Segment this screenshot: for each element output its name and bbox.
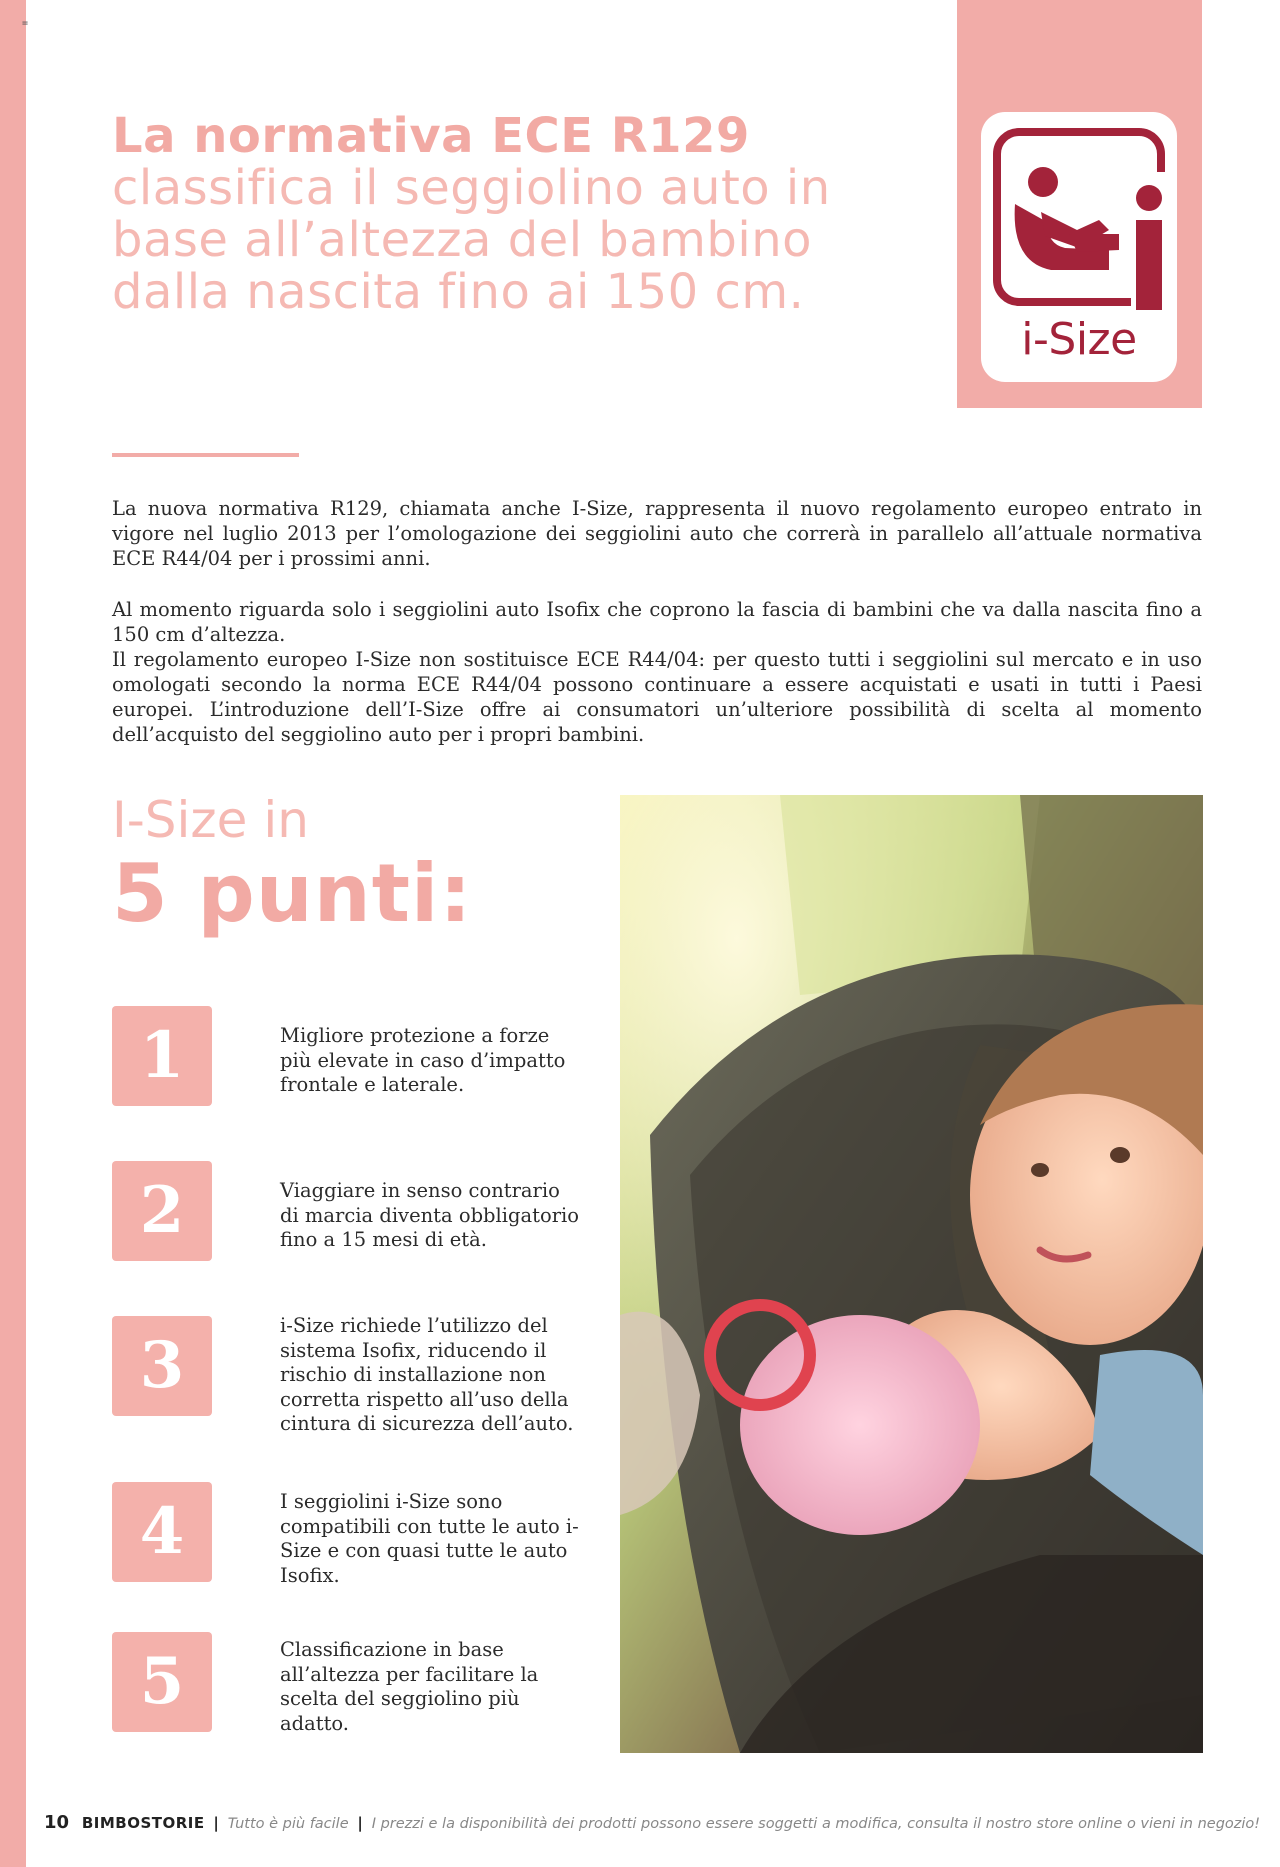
- child-car-seat-photo: [620, 795, 1203, 1753]
- point-badge: [112, 1006, 212, 1106]
- headline-bold: La normativa ECE R129: [112, 108, 750, 164]
- point-badge: [112, 1161, 212, 1261]
- point-badge: [112, 1632, 212, 1732]
- isize-logo-label: i-Size: [1021, 314, 1137, 365]
- intro-paragraph-2-a: Al momento riguarda solo i seggiolini auto Isofix che coprono la fascia di bambini che va dalla nascita fino a 150 cm d’altezza.: [112, 598, 1202, 646]
- left-accent-bar: [0, 0, 29, 1867]
- point-text: Viaggiare in senso contrario di marcia diventa obbligatorio fino a 15 mesi di età.: [280, 1179, 579, 1251]
- intro-paragraph-2-b: Il regolamento europeo I-Size non sostituisce ECE R44/04: per questo tutti i seggiolini sul mercato e in uso omologati secondo la norma ECE R44/04 possono continuare a essere acquistati e usati in tutti i Paesi europei. L’introduzione dell’I-Size offre ai consumatori un’ulteriore possibilità di scelta al momento dell’acquisto del seggiolino auto per i propri bambini.: [112, 648, 1202, 746]
- footer-brand: BIMBOSTORIE: [81, 1814, 205, 1832]
- footer-tagline: Tutto è più facile: [227, 1816, 349, 1832]
- isize-logo: [981, 112, 1177, 382]
- page-number: 10: [44, 1812, 70, 1833]
- intro-paragraph-1: La nuova normativa R129, chiamata anche I-Size, rappresenta il nuovo regolamento europeo entrato in vigore nel luglio 2013 per l’omologazione dei seggiolini auto che correrà in parallelo all’attuale normativa ECE R44/04 per i prossimi anni.: [112, 497, 1202, 570]
- point-text: Classificazione in base all’altezza per facilitare la scelta del seggiolino più adatto.: [280, 1638, 539, 1735]
- footer-separator: |: [213, 1814, 219, 1832]
- headline-rest: classifica il seggiolino auto in base all’altezza del bambino dalla nascita fino ai 150 cm.: [112, 160, 831, 320]
- corner-mark: =: [22, 18, 29, 29]
- section-title-light: I-Size in: [112, 791, 309, 849]
- point-number: 1: [139, 1018, 185, 1093]
- intro-paragraph-2: [112, 597, 1202, 747]
- footer-disclaimer: I prezzi e la disponibilità dei prodotti possono essere soggetti a modifica, consulta il nostro store online o vieni in negozio!: [371, 1816, 1261, 1832]
- isize-logo-panel: [957, 0, 1202, 408]
- point-badge: [112, 1316, 212, 1416]
- point-number: 3: [139, 1328, 185, 1403]
- point-number: 2: [139, 1173, 185, 1248]
- footer-separator: |: [357, 1814, 363, 1832]
- headline: [112, 110, 832, 318]
- point-number: 4: [139, 1494, 185, 1569]
- point-text: Migliore protezione a forze più elevate in caso d’impatto frontale e laterale.: [280, 1024, 566, 1096]
- divider: [112, 453, 299, 457]
- point-badge: [112, 1482, 212, 1582]
- point-text: I seggiolini i-Size sono compatibili con tutte le auto i-Size e con quasi tutte le auto Isofix.: [280, 1490, 579, 1587]
- footer: [44, 1812, 1280, 1833]
- photo-illustration: [620, 795, 1203, 1753]
- section-title: [112, 790, 472, 938]
- point-text: i-Size richiede l’utilizzo del sistema Isofix, riducendo il rischio di installazione non corretta rispetto all’uso della cintura di sicurezza dell’auto.: [280, 1314, 574, 1435]
- point-number: 5: [139, 1644, 185, 1719]
- section-title-heavy: 5 punti:: [112, 847, 473, 940]
